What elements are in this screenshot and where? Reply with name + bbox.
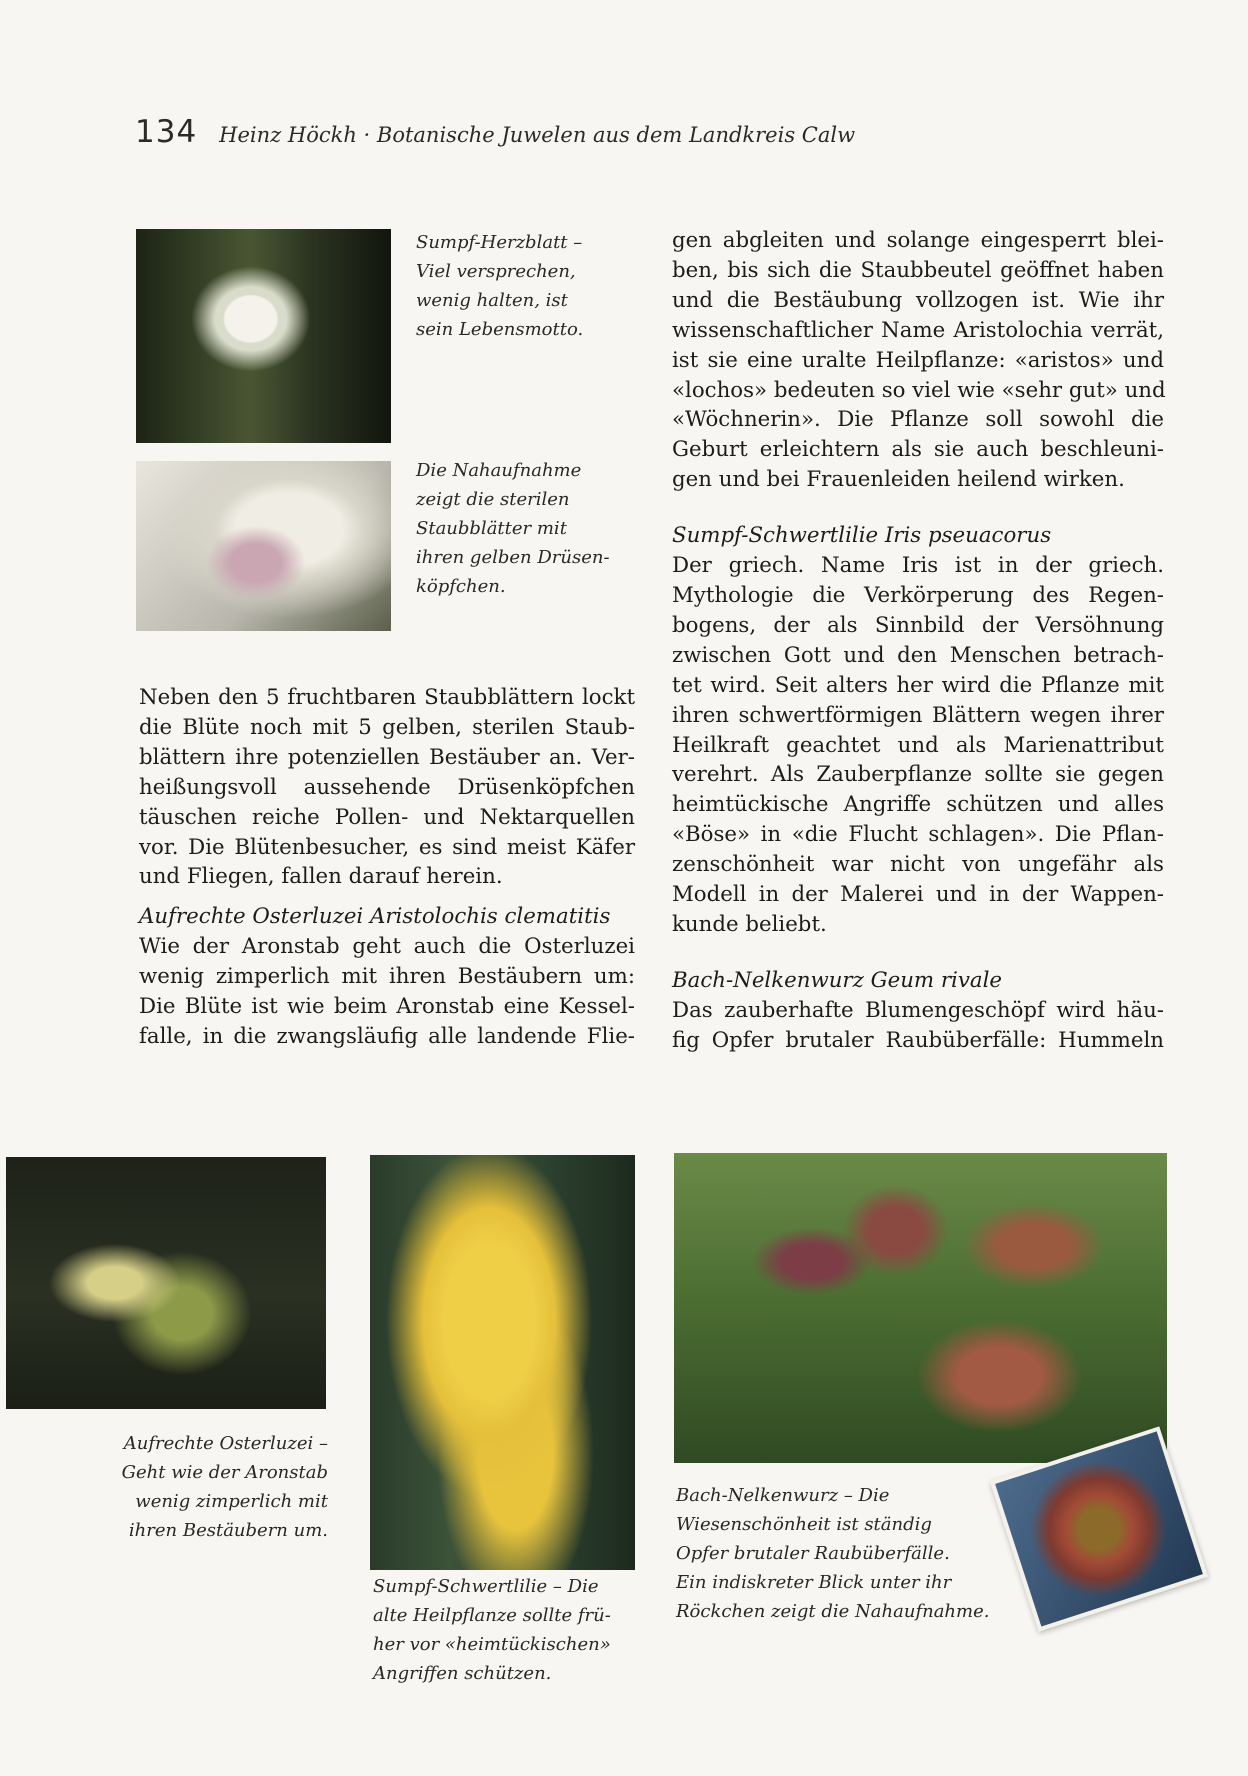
text-line: gen abgleiten und solange eingesperrt blei- <box>672 228 1164 253</box>
caption-line: ihren Bestäubern um. <box>128 1520 328 1541</box>
caption-line: Opfer brutaler Raubüberfälle. <box>676 1543 950 1564</box>
right-column <box>672 226 1164 1056</box>
text-line: falle, in die zwangsläufig alle landende Flie- <box>139 1023 635 1049</box>
text-line: fig Opfer brutaler Raubüberfälle: Hummeln <box>672 1027 1164 1053</box>
text-line: ist sie eine uralte Heilpflanze: «aristos» und <box>672 347 1164 373</box>
page-number: 134 <box>135 114 198 150</box>
caption-line: sein Lebensmotto. <box>416 319 584 340</box>
caption-line: wenig zimperlich mit <box>135 1491 328 1512</box>
caption-line: her vor «heimtückischen» <box>373 1634 611 1655</box>
caption-line: köpfchen. <box>416 576 506 597</box>
paragraph-aristolochia <box>672 226 1164 495</box>
text-line: wenig zimperlich mit ihren Bestäubern um: <box>139 964 635 990</box>
caption-line: Sumpf-Herzblatt – <box>416 232 583 253</box>
running-title: Heinz Höckh · Botanische Juwelen aus dem Landkreis Calw <box>219 123 856 147</box>
page-header <box>135 114 855 154</box>
text-line: blättern ihre potenziellen Bestäuber an. Ver- <box>139 744 635 770</box>
caption-line: Aufrechte Osterluzei – <box>123 1433 328 1454</box>
caption-line: Angriffen schützen. <box>373 1663 552 1684</box>
caption-line: Wiesenschönheit ist ständig <box>676 1514 932 1535</box>
caption-line: wenig halten, ist <box>416 290 568 311</box>
photo-schwertlilie <box>370 1155 635 1570</box>
caption-line: Bach-Nelkenwurz – Die <box>676 1485 890 1506</box>
section-heading-osterluzei: Aufrechte Osterluzei Aristolochis clematitis <box>139 904 611 930</box>
caption-line: Die Nahaufnahme <box>416 460 582 481</box>
text-line: heißungsvoll aussehende Drüsenköpfchen <box>139 774 635 800</box>
text-line: «lochos» bedeuten so viel wie «sehr gut» und <box>672 377 1166 403</box>
text-line: Neben den 5 fruchtbaren Staubblättern lockt <box>139 685 635 710</box>
caption-osterluzei <box>100 1429 328 1545</box>
text-line: zwischen Gott und den Menschen betrach- <box>672 642 1164 668</box>
left-column <box>139 683 635 1052</box>
photo-sumpf-herzblatt <box>136 229 391 443</box>
text-line: und Fliegen, fallen darauf herein. <box>139 864 503 890</box>
text-line: vor. Die Blütenbesucher, es sind meist Käfer <box>139 834 635 860</box>
text-line: verehrt. Als Zauberpflanze sollte sie gegen <box>672 762 1164 788</box>
caption-line: Geht wie der Aronstab <box>121 1462 328 1483</box>
text-line: gen und bei Frauenleiden heilend wirken. <box>672 467 1125 493</box>
text-line: bogens, der als Sinnbild der Versöhnung <box>672 612 1164 638</box>
section-heading-schwertlilie: Sumpf-Schwertlilie Iris pseuacorus <box>672 523 1052 549</box>
text-line: und die Bestäubung vollzogen ist. Wie ihr <box>672 287 1164 313</box>
text-line: Geburt erleichtern als sie auch beschleuni- <box>672 437 1164 463</box>
text-line: Modell in der Malerei und in der Wappen- <box>672 882 1164 908</box>
text-line: Mythologie die Verkörperung des Regen- <box>672 582 1164 608</box>
text-line: ihren schwertförmigen Blättern wegen ihrer <box>672 702 1164 728</box>
text-line: wissenschaftlicher Name Aristolochia verrät, <box>672 317 1164 343</box>
paragraph-staubblaetter <box>139 683 635 892</box>
text-line: Die Blüte ist wie beim Aronstab eine Kessel- <box>139 994 635 1020</box>
caption-schwertlilie <box>373 1572 611 1688</box>
caption-line: Röckchen zeigt die Nahaufnahme. <box>676 1601 990 1622</box>
text-line: ben, bis sich die Staubbeutel geöffnet haben <box>672 257 1164 283</box>
text-line: Der griech. Name Iris ist in der griech. <box>672 553 1164 579</box>
caption-line: Ein indiskreter Blick unter ihr <box>676 1572 952 1593</box>
text-line: tet wird. Seit alters her wird die Pflanze mit <box>672 672 1164 698</box>
photo-osterluzei <box>6 1157 326 1409</box>
text-line: Wie der Aronstab geht auch die Osterluzei <box>139 934 635 960</box>
photo-nelkenwurz <box>674 1153 1167 1463</box>
paragraph-schwertlilie <box>672 551 1164 940</box>
text-line: «Wöchnerin». Die Pflanze soll sowohl die <box>672 407 1164 433</box>
text-line: zenschönheit war nicht von ungefähr als <box>672 852 1164 878</box>
caption-sumpf-herzblatt <box>416 228 583 344</box>
text-line: kunde beliebt. <box>672 911 827 937</box>
paragraph-nelkenwurz <box>672 996 1164 1056</box>
caption-line: Sumpf-Schwertlilie – Die <box>373 1576 599 1597</box>
caption-line: Staubblätter mit <box>416 518 567 539</box>
caption-nahaufnahme <box>416 456 610 601</box>
caption-line: Viel versprechen, <box>416 261 576 282</box>
caption-line: zeigt die sterilen <box>416 489 570 510</box>
caption-line: ihren gelben Drüsen- <box>416 547 610 568</box>
photo-nahaufnahme <box>136 461 391 631</box>
text-line: Heilkraft geachtet und als Marienattribut <box>672 732 1164 758</box>
paragraph-osterluzei <box>139 932 635 1052</box>
text-line: Das zauberhafte Blumengeschöpf wird häu- <box>672 997 1164 1023</box>
text-line: täuschen reiche Pollen- und Nektarquellen <box>139 804 635 830</box>
text-line: heimtückische Angriffe schützen und alles <box>672 792 1164 818</box>
caption-line: alte Heilpflanze sollte frü- <box>373 1605 611 1626</box>
text-line: «Böse» in «die Flucht schlagen». Die Pflan- <box>672 822 1164 848</box>
section-heading-nelkenwurz: Bach-Nelkenwurz Geum rivale <box>672 967 1003 993</box>
text-line: die Blüte noch mit 5 gelben, sterilen Staub- <box>139 714 635 740</box>
caption-nelkenwurz <box>676 1481 989 1626</box>
